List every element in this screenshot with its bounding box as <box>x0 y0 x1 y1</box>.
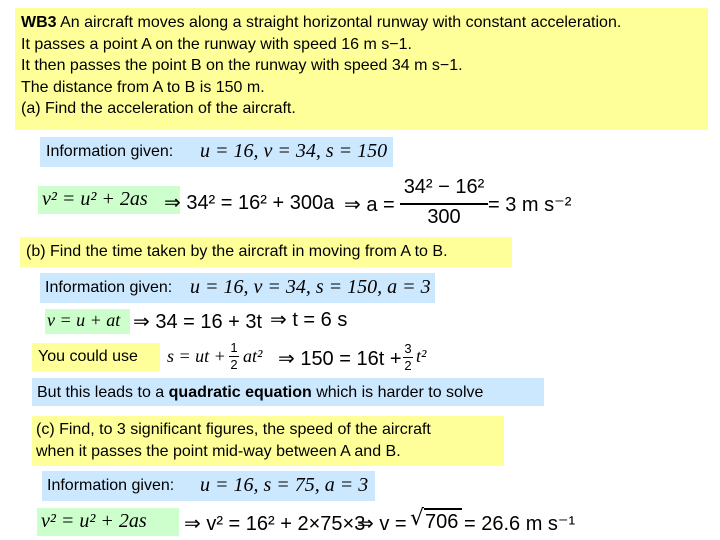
part-b-given-values: u = 16, v = 34, s = 150, a = 3 <box>190 276 431 298</box>
question-line-2: It passes a point A on the runway with speed 16 m s−1. <box>21 35 412 53</box>
part-c-result-lhs: ⇒ v = <box>357 513 407 535</box>
question-part-a: (a) Find the acceleration of the aircraft. <box>21 100 296 117</box>
part-c-line-1: (c) Find, to 3 significant figures, the speed of the aircraft <box>36 421 431 438</box>
question-line-3: It then passes the point B on the runway with speed 34 m s−1. <box>21 57 463 74</box>
part-c-sqrt-value: 706 <box>425 511 459 533</box>
part-b-given-label: Information given: <box>45 279 173 296</box>
part-c-step: ⇒ v² = 16² + 2×75×3 <box>184 513 366 535</box>
part-a-fraction-line <box>400 203 488 205</box>
part-b-formula: v = u + at <box>47 310 121 330</box>
question-line-1: WB3 An aircraft moves along a straight horizontal runway with constant acceleration. <box>21 14 622 31</box>
part-c-line-2: when it passes the point mid-way between A and B. <box>36 443 401 460</box>
question-line-4: The distance from A to B is 150 m. <box>21 78 265 96</box>
part-a-step: ⇒ 34² = 16² + 300a <box>164 192 335 214</box>
part-a-given-values: u = 16, v = 34, s = 150 <box>200 140 388 162</box>
sqrt-bar <box>424 508 462 510</box>
part-b-alt-step-start: ⇒ 150 = 16t + <box>278 348 402 370</box>
part-b-result: ⇒ t = 6 s <box>270 309 348 331</box>
question-box <box>15 8 708 130</box>
part-a-result: = 3 m s⁻² <box>488 194 572 216</box>
sqrt-symbol: √ <box>410 506 425 531</box>
part-a-result-lhs: ⇒ a = <box>344 194 395 216</box>
part-a-given-label: Information given: <box>46 143 174 160</box>
part-b-step: ⇒ 34 = 16 + 3t <box>133 311 263 333</box>
part-b-alt-step-num: 3 <box>404 341 412 356</box>
part-a-denominator: 300 <box>427 206 461 228</box>
question-label: WB3 <box>21 14 57 31</box>
part-b-alt-label: You could use <box>38 348 138 365</box>
part-c-given-label: Information given: <box>47 477 175 494</box>
part-b-note: But this leads to a quadratic equation which is harder to solve <box>37 384 484 401</box>
part-a-formula: v² = u² + 2as <box>42 188 148 210</box>
part-c-formula: v² = u² + 2as <box>41 510 147 532</box>
part-b-alt-frac-den: 2 <box>230 357 238 372</box>
part-b-alt-step-den: 2 <box>404 358 412 373</box>
part-a-numerator: 34² − 16² <box>403 176 485 198</box>
part-c-result: = 26.6 m s⁻¹ <box>464 513 576 535</box>
part-c-given-values: u = 16, s = 75, a = 3 <box>200 474 369 496</box>
part-b-note-bold: quadratic equation <box>168 384 312 401</box>
part-b-alt-frac-num: 1 <box>230 340 238 355</box>
part-b-alt-formula-start: s = ut + <box>167 346 226 366</box>
part-b-prompt: (b) Find the time taken by the aircraft in moving from A to B. <box>26 243 448 260</box>
part-b-alt-formula-end: at² <box>243 346 263 366</box>
part-b-alt-step-end: t² <box>416 346 427 366</box>
